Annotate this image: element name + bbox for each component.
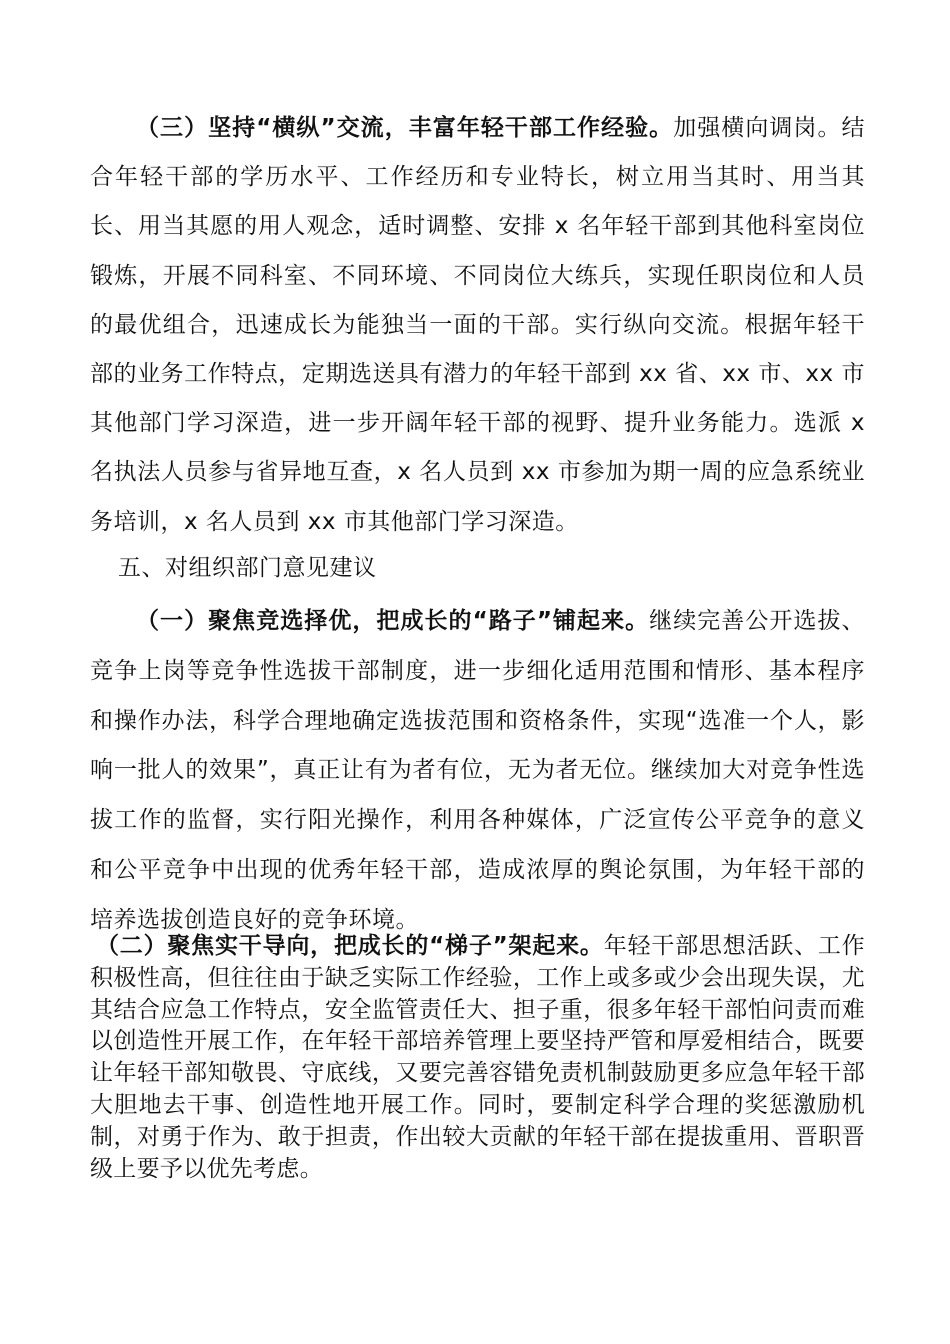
section-heading-5: 五、对组织部门意见建议 <box>118 555 377 581</box>
paragraph-lead-heading: （一）聚焦竞选择优，把成长的“路子”铺起来。 <box>136 608 650 634</box>
paragraph-body: 继续完善公开选拔、竞争上岗等竞争性选拔干部制度，进一步细化适用范围和情形、基本程序和操作办法，科学合理地确定选拔范围和资格条件，实现“选准一个人，影响一批人的效果”，真正让有为者有位，无为者无位。继续加大对竞争性选拔工作的监督，实行阳光操作，利用各种媒体，广泛宣传公平竞争的意义和公平竞争中出现的优秀年轻干部，造成浓厚的舆论氛围，为年轻干部的培养选拔创造良好的竞争环境。 <box>90 608 866 933</box>
paragraph-body: 年轻干部思想活跃、工作积极性高，但往往由于缺乏实际工作经验，工作上或多或少会出现失误，尤其结合应急工作特点，安全监管责任大、担子重，很多年轻干部怕问责而难以创造性开展工作，在年轻干部培养管理上要坚持严管和厚爱相结合，既要让年轻干部知敬畏、守底线，又要完善容错免责机制鼓励更多应急年轻干部大胆地去干事、创造性地开展工作。同时，要制定科学合理的奖惩激励机制，对勇于作为、敢于担责，作出较大贡献的年轻干部在提拔重用、晋职晋级上要予以优先考虑。 <box>90 933 865 1182</box>
paragraph-lead-heading: （三）坚持“横纵”交流，丰富年轻干部工作经验。 <box>136 115 674 141</box>
paragraph-horizontal-vertical-exchange <box>90 104 865 547</box>
paragraph-lead-heading: （二）聚焦实干导向，把成长的“梯子”架起来。 <box>96 933 604 959</box>
paragraph-competitive-selection <box>90 597 865 946</box>
paragraph-practical-orientation <box>90 931 865 1185</box>
paragraph-body: 加强横向调岗。结合年轻干部的学历水平、工作经历和专业特长，树立用当其时、用当其长、用当其愿的用人观念，适时调整、安排 x 名年轻干部到其他科室岗位锻炼，开展不同科室、不同环境、不同岗位大练兵，实现任职岗位和人员的最优组合，迅速成长为能独当一面的干部。实行纵向交流。根据年轻干部的业务工作特点，定期选送具有潜力的年轻干部到 xx 省、xx 市、xx 市其他部门学习深造，进一步开阔年轻干部的视野、提升业务能力。选派 x 名执法人员参与省异地互查，x 名人员到 xx 市参加为期一周的应急系统业务培训，x 名人员到 xx 市其他部门学习深造。 <box>90 115 865 535</box>
